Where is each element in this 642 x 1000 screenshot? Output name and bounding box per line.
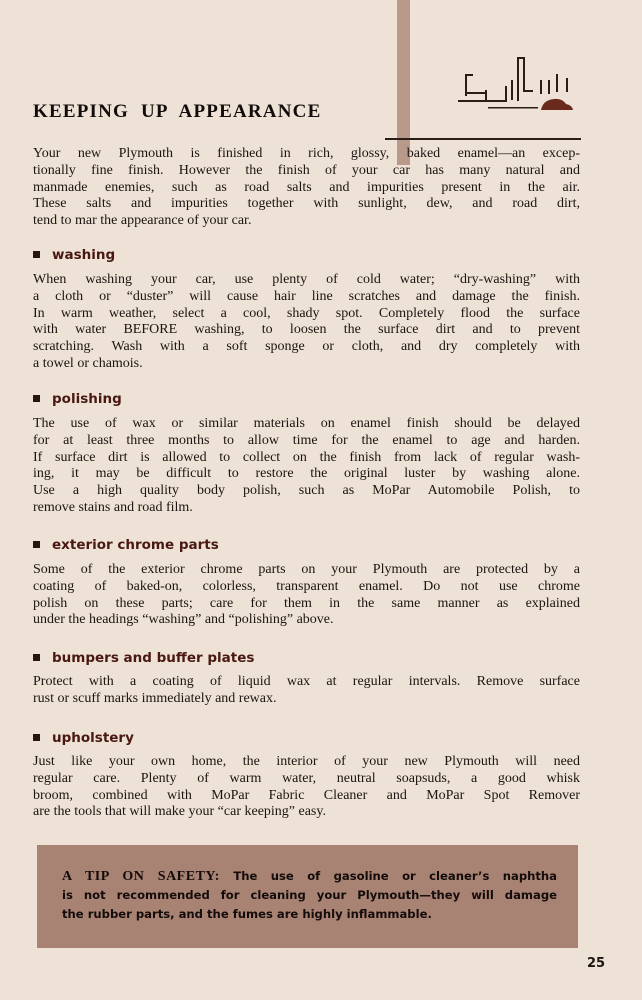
tip-text: The use of gasoline or cleaner’s naphtha [233, 869, 558, 883]
text-line: Just like your own home, the interior of your new Plymouth will need [33, 754, 580, 769]
decorative-vertical-bar [397, 0, 410, 165]
text-line: rust or scuff marks immediately and rewax. [33, 690, 277, 706]
heading-text: bumpers and buffer plates [52, 650, 255, 666]
text-line: These salts and impurities together with sunlight, dew, and road dirt, [33, 196, 580, 212]
text-line: The use of wax or similar materials on enamel finish should be delayed [33, 416, 580, 431]
polishing-paragraph [33, 416, 580, 517]
text-line: the rubber parts, and the fumes are highly inflammable. [62, 907, 432, 921]
text-line: tionally fine finish. However the finish of your car has many natural and [33, 162, 580, 178]
text-line: are the tools that will make your “car keeping” easy. [33, 804, 326, 820]
heading-text: polishing [52, 391, 122, 407]
section-heading-upholstery [33, 730, 134, 746]
text-line: scratching. Wash with a soft sponge or cloth, and dry completely with [33, 339, 580, 355]
section-heading-washing [33, 247, 115, 263]
heading-text: upholstery [52, 730, 134, 746]
safety-tip-lead: A TIP ON SAFETY: [62, 869, 220, 884]
text-line: a towel or chamois. [33, 355, 143, 371]
text-line: Use a high quality body polish, such as MoPar Automobile Polish, to [33, 483, 580, 499]
section-heading-chrome [33, 537, 219, 553]
text-line: polish on these parts; care for them in the same manner as explained [33, 595, 580, 611]
text-line: under the headings “washing” and “polishing” above. [33, 612, 334, 628]
page-title: KEEPING UP APPEARANCE [33, 101, 322, 122]
text-line: manmade enemies, such as road salts and impurities present in the air. [33, 179, 580, 195]
bullet-square-icon [33, 734, 40, 741]
section-heading-bumpers [33, 650, 254, 666]
title-rule [385, 138, 581, 140]
text-line: When washing your car, use plenty of cold water; “dry-washing” with [33, 272, 580, 287]
text-line: with water BEFORE washing, to loosen the surface dirt and to prevent [33, 322, 580, 338]
bullet-square-icon [33, 395, 40, 402]
bullet-square-icon [33, 654, 40, 661]
heading-text: washing [52, 247, 116, 263]
text-line: a cloth or “duster” will cause hair line scratches and damage the finish. [33, 288, 580, 304]
car-icon [541, 99, 573, 110]
text-line: is not recommended for cleaning your Plymouth—they will damage [62, 888, 557, 902]
text-line: Protect with a coating of liquid wax at regular intervals. Remove surface [33, 674, 580, 689]
washing-paragraph [33, 272, 580, 373]
text-line: Some of the exterior chrome parts on your Plymouth are protected by a [33, 562, 580, 577]
chrome-paragraph [33, 562, 580, 629]
intro-paragraph [33, 146, 580, 230]
safety-tip-box [37, 845, 578, 948]
text-line: remove stains and road film. [33, 499, 193, 515]
text-line: for at least three months to allow time for the enamel to age and harden. [33, 432, 580, 448]
text-line: Your new Plymouth is finished in rich, glossy, baked enamel—an excep- [33, 146, 580, 161]
bullet-square-icon [33, 251, 40, 258]
text-line: tend to mar the appearance of your car. [33, 213, 252, 229]
text-line [62, 867, 557, 886]
text-line: coating of baked-on, colorless, transparent enamel. Do not use chrome [33, 578, 580, 594]
text-line: ing, it may be difficult to restore the original luster by washing alone. [33, 466, 580, 482]
city-skyline-car-illustration [458, 52, 578, 117]
page-number: 25 [587, 956, 606, 971]
bullet-square-icon [33, 541, 40, 548]
text-line: If surface dirt is allowed to collect on the finish from lack of regular wash- [33, 449, 580, 465]
bumpers-paragraph [33, 674, 580, 708]
upholstery-paragraph [33, 754, 580, 821]
text-line: regular care. Plenty of warm water, neutral soapsuds, a good whisk [33, 770, 580, 786]
section-heading-polishing [33, 391, 122, 407]
heading-text: exterior chrome parts [52, 537, 219, 553]
text-line: broom, combined with MoPar Fabric Cleaner and MoPar Spot Remover [33, 787, 580, 803]
text-line: In warm weather, select a cool, shady spot. Completely flood the surface [33, 305, 580, 321]
